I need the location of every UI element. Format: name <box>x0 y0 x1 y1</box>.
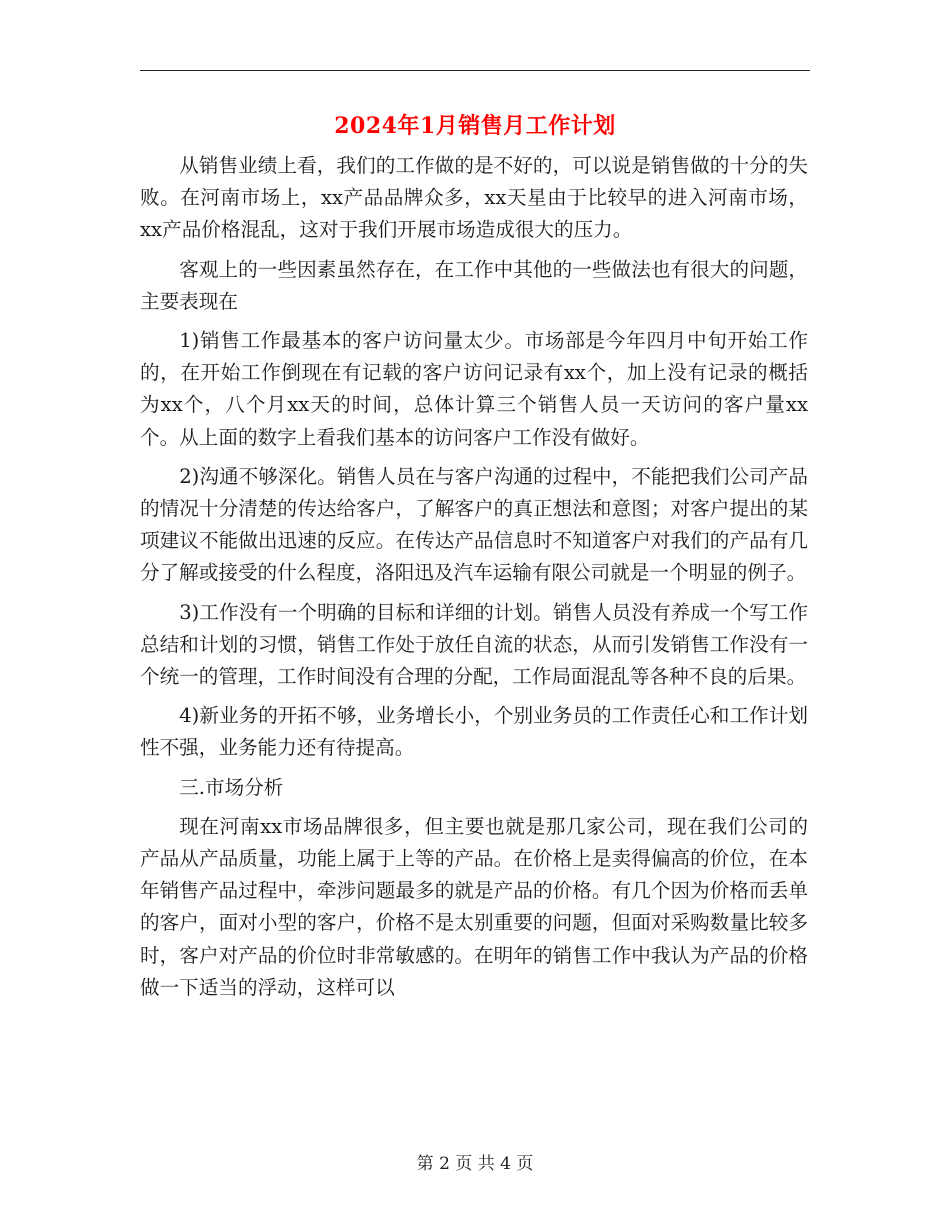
paragraph-problem-2: 2)沟通不够深化。销售人员在与客户沟通的过程中，不能把我们公司产品的情况十分清楚的传达给客户，了解客户的真正想法和意图；对客户提出的某项建议不能做出迅速的反应。在传达产品信息时不知道客户对我们的产品有几分了解或接受的什么程度，洛阳迅及汽车运输有限公司就是一个明显的例子。 <box>140 464 808 585</box>
paragraph-problem-4: 4)新业务的开拓不够，业务增长小，个别业务员的工作责任心和工作计划性不强，业务能力还有待提高。 <box>140 704 808 760</box>
document-title: 2024年1月销售月工作计划 <box>334 113 616 139</box>
paragraph-problems-lead: 客观上的一些因素虽然存在，在工作中其他的一些做法也有很大的问题，主要表现在 <box>140 257 808 313</box>
paragraph-problem-1: 1)销售工作最基本的客户访问量太少。市场部是今年四月中旬开始工作的，在开始工作倒现在有记载的客户访问记录有xx个，加上没有记录的概括为xx个，八个月xx天的时间，总体计算三个销售人员一天访问的客户量xx个。从上面的数字上看我们基本的访问客户工作没有做好。 <box>140 329 808 449</box>
section-heading-market-analysis: 三.市场分析 <box>179 775 284 799</box>
document-body <box>140 150 808 1011</box>
header-rule <box>140 70 810 71</box>
paragraph-problem-3: 3)工作没有一个明确的目标和详细的计划。销售人员没有养成一个写工作总结和计划的习惯，销售工作处于放任自流的状态，从而引发销售工作没有一个统一的管理，工作时间没有合理的分配，工作局面混乱等各种不良的后果。 <box>140 600 808 689</box>
paragraph-intro: 从销售业绩上看，我们的工作做的是不好的，可以说是销售做的十分的失败。在河南市场上，xx产品品牌众多，xx天星由于比较早的进入河南市场，xx产品价格混乱，这对于我们开展市场造成很大的压力。 <box>140 154 808 242</box>
page-footer: 第 2 页 共 4 页 <box>416 1154 534 1174</box>
paragraph-market-analysis: 现在河南xx市场品牌很多，但主要也就是那几家公司，现在我们公司的产品从产品质量，功能上属于上等的产品。在价格上是卖得偏高的价位，在本年销售产品过程中，牵涉问题最多的就是产品的价格。有几个因为价格而丢单的客户，面对小型的客户，价格不是太别重要的问题，但面对采购数量比较多时，客户对产品的价位时非常敏感的。在明年的销售工作中我认为产品的价格做一下适当的浮动，这样可以 <box>140 814 808 999</box>
